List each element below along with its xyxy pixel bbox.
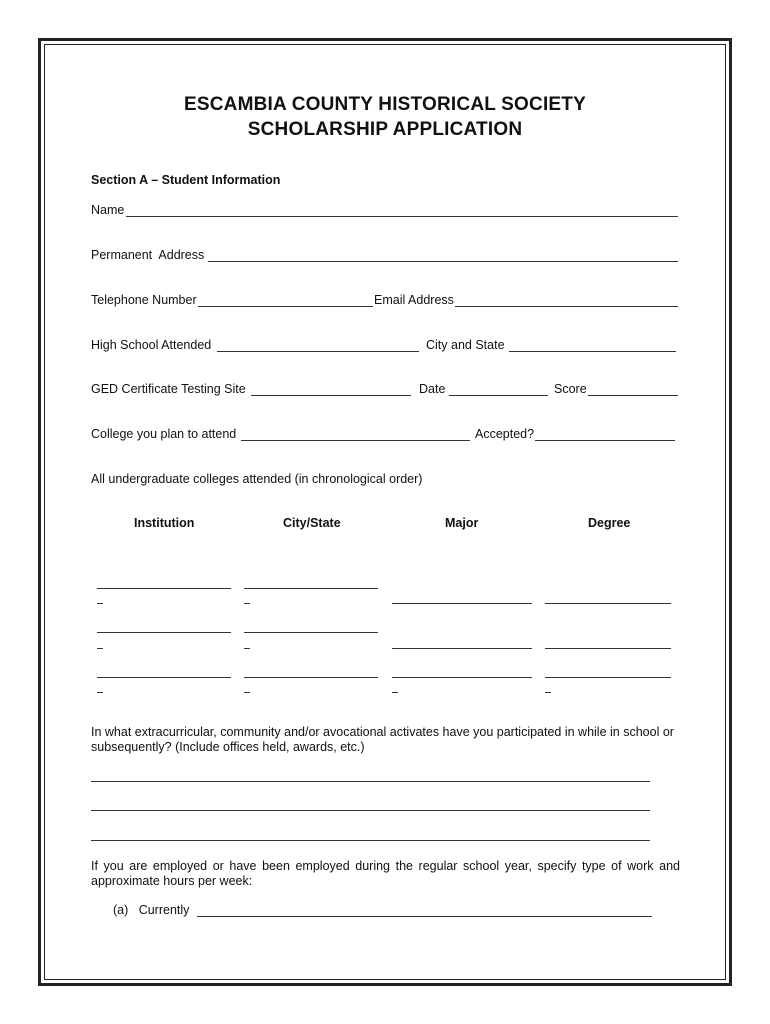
address-label: Permanent Address [91,248,205,262]
row1-major-field[interactable] [392,603,532,604]
name-label: Name [91,203,125,217]
activities-line-3[interactable] [91,840,650,841]
col-header-major: Major [445,516,479,530]
accepted-field[interactable] [535,440,675,441]
row3-degree-continuation [545,692,551,693]
row2-institution-continuation [97,648,103,649]
high-school-field[interactable] [217,351,419,352]
row3-city-state-continuation [244,692,250,693]
city-state-field[interactable] [509,351,676,352]
activities-line-2[interactable] [91,810,650,811]
address-field[interactable] [208,261,678,262]
row3-institution-field[interactable] [97,677,231,678]
email-field[interactable] [455,306,678,307]
row1-institution-continuation [97,603,103,604]
name-field[interactable] [126,216,678,217]
employment-question: If you are employed or have been employed during the regular school year, specify type of work and approximate hours per week: [91,859,680,888]
col-header-degree: Degree [588,516,631,530]
date-label: Date [419,382,446,396]
telephone-label: Telephone Number [91,293,197,307]
college-field[interactable] [241,440,470,441]
activities-line-1[interactable] [91,781,650,782]
row2-city-state-field[interactable] [244,632,378,633]
row3-major-continuation [392,692,398,693]
score-label: Score [554,382,587,396]
row2-degree-field[interactable] [545,648,671,649]
date-field[interactable] [449,395,548,396]
email-label: Email Address [374,293,454,307]
ged-label: GED Certificate Testing Site [91,382,246,396]
high-school-label: High School Attended [91,338,212,352]
college-label: College you plan to attend [91,427,237,441]
score-field[interactable] [588,395,678,396]
row2-city-state-continuation [244,648,250,649]
section-a-heading: Section A – Student Information [91,173,281,187]
form-subtitle: SCHOLARSHIP APPLICATION [247,119,523,140]
row1-city-state-field[interactable] [244,588,378,589]
accepted-label: Accepted? [475,427,535,441]
col-header-institution: Institution [134,516,195,530]
row2-major-field[interactable] [392,648,532,649]
currently-field[interactable] [197,916,652,917]
currently-label: (a) Currently [113,903,190,917]
row3-city-state-field[interactable] [244,677,378,678]
row3-degree-field[interactable] [545,677,671,678]
row1-degree-field[interactable] [545,603,671,604]
activities-question: In what extracurricular, community and/or avocational activates have you participated in while in school or subsequently? (Include offices held, awards, etc.) [91,725,674,754]
row3-major-field[interactable] [392,677,532,678]
row1-city-state-continuation [244,603,250,604]
colleges-attended-label: All undergraduate colleges attended (in chronological order) [91,472,423,486]
ged-field[interactable] [251,395,411,396]
city-state-label: City and State [426,338,505,352]
row3-institution-continuation [97,692,103,693]
row1-institution-field[interactable] [97,588,231,589]
row2-institution-field[interactable] [97,632,231,633]
telephone-field[interactable] [198,306,373,307]
col-header-city-state: City/State [283,516,341,530]
form-title: ESCAMBIA COUNTY HISTORICAL SOCIETY [184,94,586,115]
